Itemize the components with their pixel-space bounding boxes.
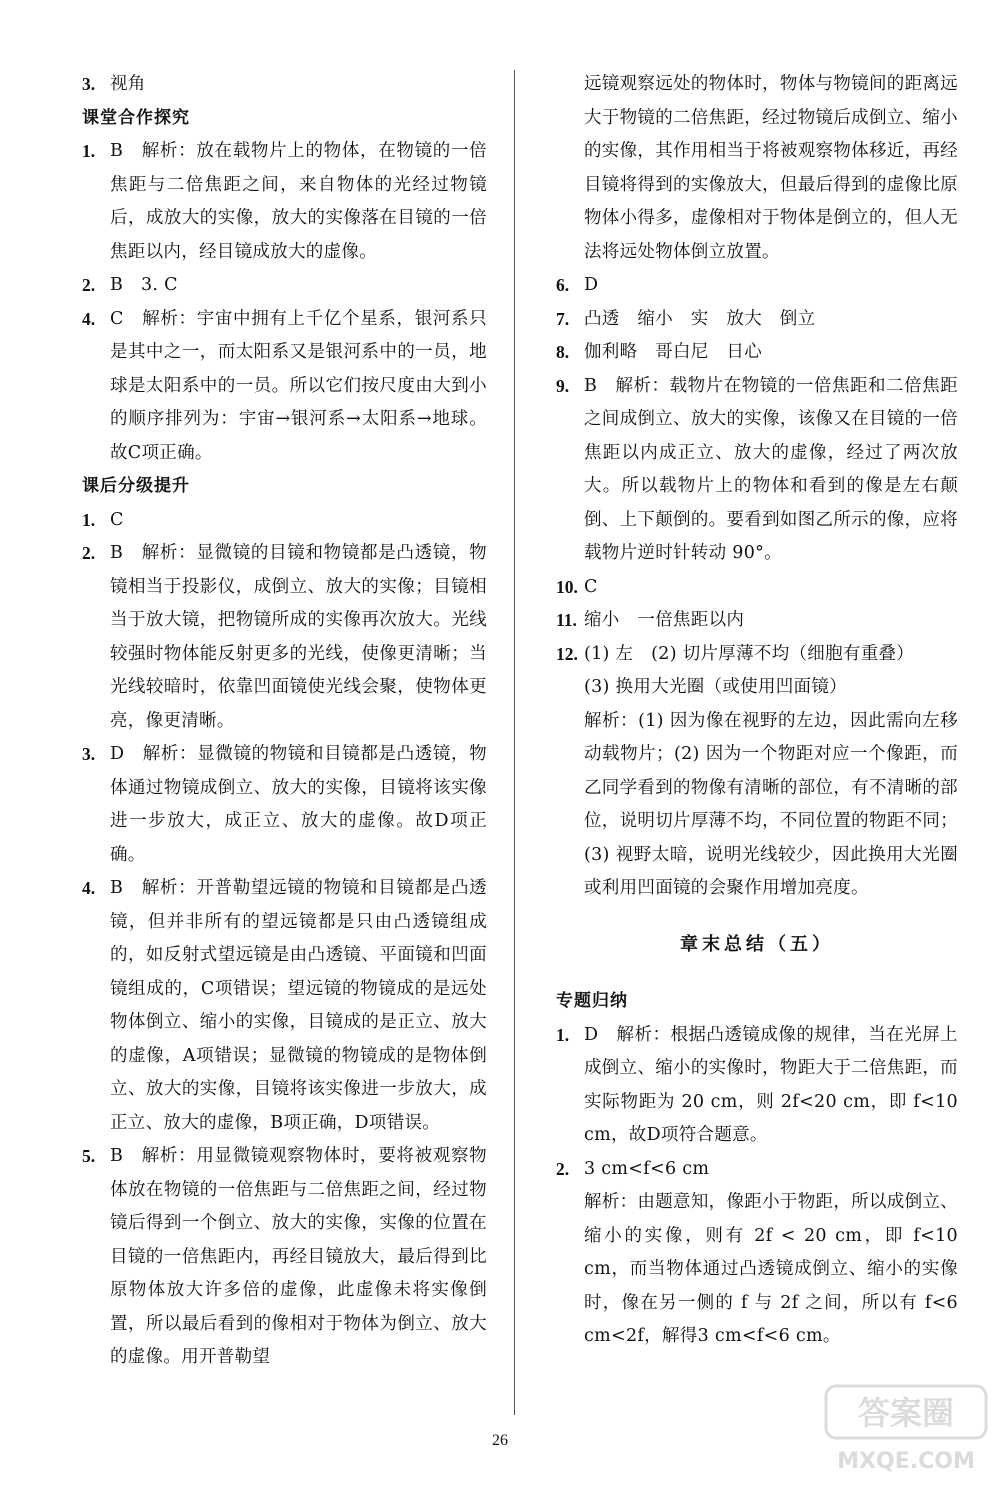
item-text: B 解析：开普勒望远镜的物镜和目镜都是凸透镜，但并非所有的望远镜都是只由凸透镜组成的，如反射式望远镜是由凸透镜、平面镜和凹面镜组成的，C项错误；望远镜的物镜成的是远处物体倒立、缩小的实像，目镜成的是正立、放大的虚像，A项错误；显微镜的物镜成的是物体倒立、放大的实像，目镜将该实像进一步放大，成正立、放大的虚像，B项正确，D项错误。: [110, 878, 487, 1133]
item-analysis: 解析：由题意知，像距小于物距，所以成倒立、缩小的实像，则有 2f < 20 cm，即 f<10 cm，而当物体通过凸透镜成倒立、缩小的实像时，像在另一侧的 f 与 2f 之间，所以有 f<6 cm<2f，解得3 cm<f<6 cm。: [584, 1192, 958, 1346]
answer-item-c4: [82, 303, 487, 471]
answer-item-d5: [82, 1140, 487, 1375]
item-text: B 解析：用显微镜观察物体时，要将被观察物体放在物镜的一倍焦距与二倍焦距之间，经过物镜后得到一个倒立、放大的实像，实像的位置在目镜的一倍焦距内，再经目镜放大，最后得到比原物体放大许多倍的虚像，此虚像未将实像倒置，所以最后看到的像相对于物体为倒立、放大的虚像。用开普勒望: [110, 1146, 487, 1367]
section-heading-classroom: 课堂合作探究: [82, 107, 190, 128]
answer-item-c1: [82, 135, 487, 269]
answer-item-c2: [82, 269, 487, 303]
watermark-label: 答案圈: [857, 1394, 955, 1432]
answer-item-d10: [556, 571, 958, 605]
item-text: 伽利略 哥白尼 日心: [584, 342, 762, 362]
item-number: 10.: [556, 576, 578, 597]
item-number: 9.: [556, 375, 570, 396]
answer-item-z1: [556, 1019, 958, 1153]
item-number: 4.: [82, 308, 96, 329]
item-text: B 解析：显微镜的目镜和物镜都是凸透镜，物镜相当于投影仪，成倒立、放大的实像；目镜相当于放大镜，把物镜所成的实像再次放大。光线较强时物体能反射更多的光线，使像更清晰；当光线较暗时，依靠凹面镜使光线会聚，使物体更亮，像更清晰。: [110, 543, 487, 731]
item-number: 2.: [556, 1158, 570, 1179]
item-text: D 解析：显微镜的物镜和目镜都是凸透镜，物体通过物镜成倒立、放大的实像，目镜将该实像进一步放大，成正立、放大的虚像。故D项正确。: [110, 744, 487, 865]
item-number: 3.: [82, 744, 96, 764]
column-divider: [514, 70, 515, 1415]
answer-item-d2: [82, 537, 487, 738]
watermark-logo: [822, 1380, 990, 1476]
answer-item-d11: [556, 604, 958, 638]
item-number: 2.: [82, 275, 96, 295]
answer-item-d3: [82, 738, 487, 872]
right-column: [556, 68, 958, 1354]
page-number: 26: [492, 1432, 508, 1449]
item-number: 1.: [556, 1024, 570, 1045]
item-number: 2.: [82, 543, 96, 563]
item-text: B 解析：载物片在物镜的一倍焦距和二倍焦距之间成倒立、放大的实像，该像又在目镜的一倍焦距以内成正立、放大的虚像，经过了两次放大。所以载物片上的物体和看到的像是左右颠倒、上下颠倒的。要看到如图乙所示的像，应将载物片逆时针转动 90°。: [584, 375, 958, 563]
section-heading-after-class: 课后分级提升: [82, 476, 190, 496]
answer-item-3: [82, 68, 487, 102]
item-text: 凸透 缩小 实 放大 倒立: [584, 308, 816, 329]
item-number: 8.: [556, 342, 570, 362]
item-text: 缩小 一倍焦距以内: [584, 610, 745, 630]
answer-item-d8: [556, 336, 958, 370]
answer-item-d6: [556, 269, 958, 303]
section-heading-summary: 专题归纳: [556, 991, 628, 1011]
item-number: 6.: [556, 275, 570, 295]
item-text: 视角: [110, 74, 146, 94]
watermark-site: MXQE.COM: [837, 1449, 975, 1474]
item-answer-line-1: (1) 左 (2) 切片厚薄不均（细胞有重叠）: [584, 643, 915, 664]
item-text: C: [584, 576, 598, 597]
item-number: 7.: [556, 308, 570, 329]
item-text: B 解析：放在载物片上的物体，在物镜的一倍焦距与二倍焦距之间，来自物体的光经过物镜后，成放大的实像，放大的实像落在目镜的一倍焦距以内，经目镜成放大的虚像。: [110, 141, 487, 262]
answer-item-d4: [82, 872, 487, 1140]
item-text: D 解析：根据凸透镜成像的规律，当在光屏上成倒立、缩小的实像时，物距大于二倍焦距，而实际物距为 20 cm，则 2f<20 cm，即 f<10 cm，故D项符合题意。: [584, 1024, 958, 1145]
item-number: 1.: [82, 141, 96, 161]
answer-item-z2: [556, 1153, 958, 1354]
answer-item-d12: [556, 638, 958, 906]
answer-item-d7: [556, 303, 958, 337]
item-text: B 3. C: [110, 275, 178, 295]
left-column: [82, 68, 487, 1375]
answer-item-d1: [82, 504, 487, 538]
item-number: 12.: [556, 643, 578, 664]
item-text: C: [110, 509, 124, 530]
item-answer-line: 3 cm<f<6 cm: [584, 1158, 710, 1179]
item-number: 3.: [82, 74, 96, 94]
item-analysis: 解析：(1) 因为像在视野的左边，因此需向左移动载物片；(2) 因为一个物距对应一个像距，而乙同学看到的物像有清晰的部位，有不清晰的部位，说明切片厚薄不均，不同位置的物距不同；(3) 视野太暗，说明光线较少，因此换用大光圈或利用凹面镜的会聚作用增加亮度。: [584, 710, 958, 898]
item-answer-line-2: (3) 换用大光圈（或使用凹面镜）: [584, 677, 847, 697]
item-number: 1.: [82, 509, 96, 530]
item-text: [584, 638, 958, 906]
item-text: [584, 1153, 958, 1354]
item-number: 5.: [82, 1146, 96, 1166]
answer-item-d9: [556, 370, 958, 571]
item-text: C 解析：宇宙中拥有上千亿个星系，银河系只是其中之一，而太阳系又是银河系中的一员，地球是太阳系中的一员。所以它们按尺度由大到小的顺序排列为：宇宙→银河系→太阳系→地球。故C项正确。: [110, 308, 487, 463]
item-number: 4.: [82, 878, 96, 898]
chapter-title: 章末总结（五）: [680, 933, 834, 955]
item-text: D: [584, 275, 599, 295]
item-number: 11.: [556, 610, 577, 630]
answer-item-d5-continued: 远镜观察远处的物体时，物体与物镜间的距离远大于物镜的二倍焦距，经过物镜后成倒立、缩小的实像，其作用相当于将被观察物体移近，再经目镜将得到的实像放大，但最后得到的虚像比原物体小得多，虚像相对于物体是倒立的，但人无法将远处物体倒立放置。: [584, 74, 958, 262]
